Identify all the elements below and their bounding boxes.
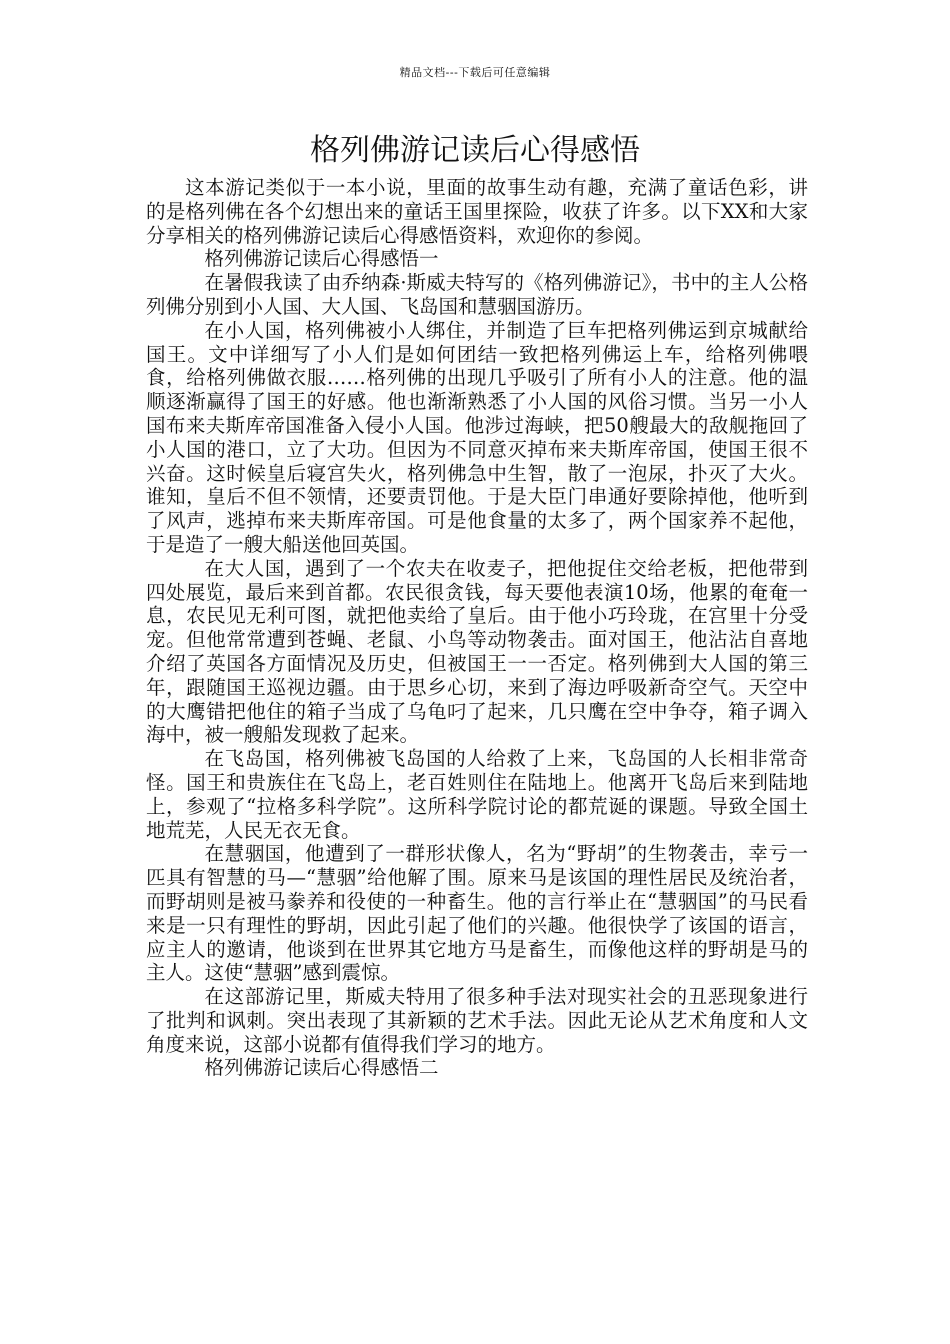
body-paragraph: 在慧骃国，他遭到了一群形状像人，名为“野胡”的生物袭击，幸亏一匹具有智慧的马—“慧骃”给他解了围。原来马是该国的理性居民及统治者，而野胡则是被马豢养和役使的一种畜生。他的言行举止在“慧骃国”的马民看来是一只有理性的野胡，因此引起了他们的兴趣。他很快学了该国的语言，应主人的邀请，他谈到在世界其它地方马是畜生，而像他这样的野胡是马的主人。这使“慧骃”感到震惊。	[146, 842, 808, 985]
body-paragraph: 在暑假我读了由乔纳森·斯威夫特写的《格列佛游记》，书中的主人公格列佛分别到小人国、大人国、飞岛国和慧骃国游历。	[146, 271, 808, 318]
intro-paragraph: 这本游记类似于一本小说，里面的故事生动有趣，充满了童话色彩，讲的是格列佛在各个幻想出来的童话王国里探险，收获了许多。以下XX和大家分享相关的格列佛游记读后心得感悟资料，欢迎你的参阅。	[146, 176, 808, 247]
page-header: 精品文档---下载后可任意编辑	[399, 66, 551, 79]
document-body	[146, 176, 808, 1080]
section-heading-1: 格列佛游记读后心得感悟一	[204, 247, 439, 271]
body-paragraph: 在飞岛国，格列佛被飞岛国的人给救了上来，飞岛国的人长相非常奇怪。国王和贵族住在飞岛上，老百姓则住在陆地上。他离开飞岛后来到陆地上，参观了“拉格多科学院”。这所科学院讨论的都荒诞的课题。导致全国土地荒芜，人民无衣无食。	[146, 747, 808, 842]
body-paragraph: 在这部游记里，斯威夫特用了很多种手法对现实社会的丑恶现象进行了批判和讽刺。突出表现了其新颖的艺术手法。因此无论从艺术角度和人文角度来说，这部小说都有值得我们学习的地方。	[146, 985, 808, 1056]
document-title: 格列佛游记读后心得感悟	[310, 133, 640, 168]
section-heading-2: 格列佛游记读后心得感悟二	[204, 1056, 439, 1080]
body-paragraph: 在大人国，遇到了一个农夫在收麦子，把他捉住交给老板，把他带到四处展览，最后来到首都。农民很贪钱，每天要他表演10场，他累的奄奄一息，农民见无利可图，就把他卖给了皇后。由于他小巧玲珑，在宫里十分受宠。但他常常遭到苍蝇、老鼠、小鸟等动物袭击。面对国王，他沾沾自喜地介绍了英国各方面情况及历史，但被国王一一否定。格列佛到大人国的第三年，跟随国王巡视边疆。由于思乡心切，来到了海边呼吸新奇空气。天空中的大鹰错把他住的箱子当成了乌龟叼了起来，几只鹰在空中争夺，箱子调入海中，被一艘船发现救了起来。	[146, 556, 808, 747]
body-paragraph: 在小人国，格列佛被小人绑住，并制造了巨车把格列佛运到京城献给国王。文中详细写了小人们是如何团结一致把格列佛运上车，给格列佛喂食，给格列佛做衣服……格列佛的出现几乎吸引了所有小人的注意。他的温顺逐渐赢得了国王的好感。他也渐渐熟悉了小人国的风俗习惯。当另一小人国布来夫斯库帝国准备入侵小人国。他涉过海峡，把50艘最大的敌舰拖回了小人国的港口，立了大功。但因为不同意灭掉布来夫斯库帝国，使国王很不兴奋。这时候皇后寝宫失火，格列佛急中生智，散了一泡尿，扑灭了大火。谁知，皇后不但不领情，还要责罚他。于是大臣门串通好要除掉他，他听到了风声，逃掉布来夫斯库帝国。可是他食量的太多了，两个国家养不起他，于是造了一艘大船送他回英国。	[146, 318, 808, 556]
